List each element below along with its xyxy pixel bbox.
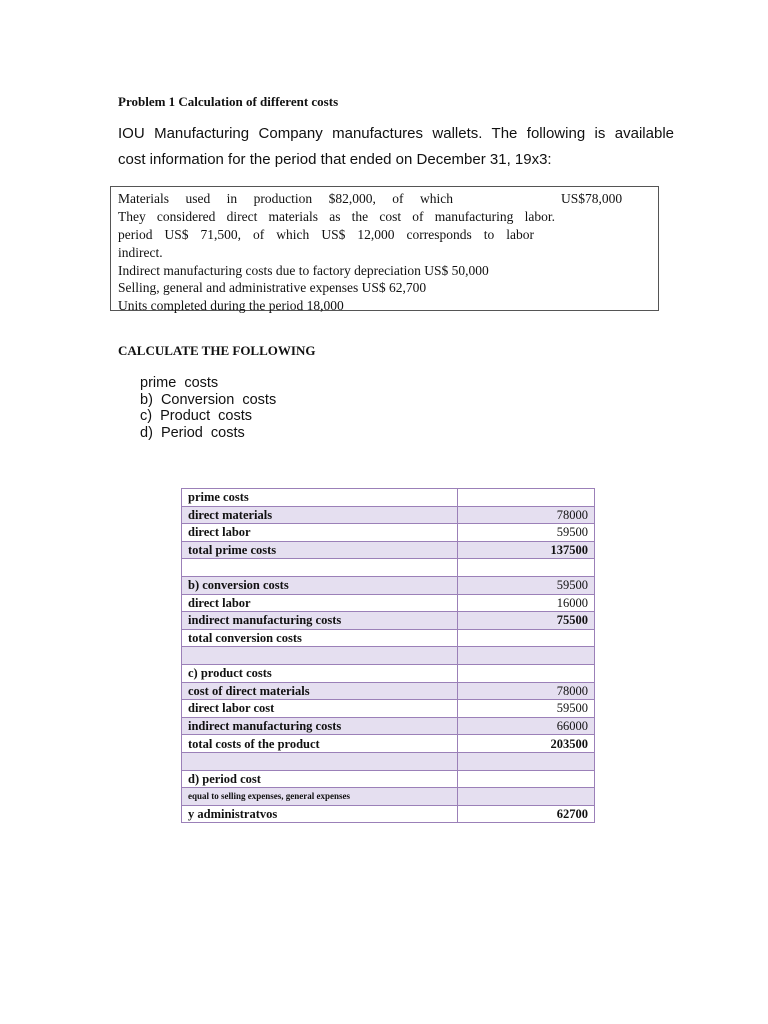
table-row: [182, 524, 595, 542]
problem-heading: Problem 1 Calculation of different costs: [118, 94, 339, 109]
table-row: [182, 770, 595, 788]
table-row: [182, 629, 595, 647]
table-row: [182, 664, 595, 682]
conversion-indirect-label: indirect manufacturing costs: [182, 612, 458, 630]
calculate-item-a: prime costs: [140, 375, 219, 391]
info-line-1: Materials used in production $82,000, of which: [118, 191, 453, 206]
product-indirect-value: 66000: [458, 717, 595, 735]
product-costs-header: c) product costs: [182, 664, 458, 682]
intro-line-2: cost information for the period that ended on December 31, 19x3:: [118, 151, 552, 168]
conversion-indirect-value: 75500: [458, 612, 595, 630]
product-total-value: 203500: [458, 735, 595, 753]
product-labor-label: direct labor cost: [182, 700, 458, 718]
table-row: [182, 752, 595, 770]
table-row: [182, 700, 595, 718]
empty-cell: [458, 559, 595, 577]
info-line-5: Indirect manufacturing costs due to factory depreciation US$ 50,000: [118, 263, 489, 278]
intro-line-1: IOU Manufacturing Company manufactures wallets. The following is available: [118, 125, 674, 142]
product-labor-value: 59500: [458, 700, 595, 718]
table-row: [182, 805, 595, 823]
table-row: [182, 594, 595, 612]
calculate-item-d: d) Period costs: [140, 425, 245, 442]
table-row: [182, 735, 595, 753]
conversion-direct-labor-label: direct labor: [182, 594, 458, 612]
empty-cell: [458, 770, 595, 788]
product-total-label: total costs of the product: [182, 735, 458, 753]
conversion-costs-header: b) conversion costs: [182, 576, 458, 594]
calculate-list: [140, 375, 276, 442]
info-line-1-amount: US$78,000: [561, 191, 623, 206]
calculate-heading: CALCULATE THE FOLLOWING: [118, 343, 316, 358]
calculate-item-b: b) Conversion costs: [140, 391, 277, 408]
info-line-4: indirect.: [118, 245, 163, 260]
table-row: [182, 682, 595, 700]
table-row: [182, 647, 595, 665]
product-materials-label: cost of direct materials: [182, 682, 458, 700]
prime-direct-labor-value: 59500: [458, 524, 595, 542]
empty-cell: [458, 664, 595, 682]
table-row: [182, 717, 595, 735]
product-indirect-label: indirect manufacturing costs: [182, 717, 458, 735]
table-row: [182, 612, 595, 630]
prime-total-label: total prime costs: [182, 541, 458, 559]
empty-cell: [182, 647, 458, 665]
prime-direct-labor-label: direct labor: [182, 524, 458, 542]
period-admin-value: 62700: [458, 805, 595, 823]
period-cost-header: d) period cost: [182, 770, 458, 788]
empty-cell: [458, 647, 595, 665]
empty-cell: [458, 629, 595, 647]
empty-cell: [458, 489, 595, 507]
table-row: [182, 541, 595, 559]
calculate-item-c: c) Product costs: [140, 408, 253, 425]
table-row: [182, 489, 595, 507]
info-line-6: Selling, general and administrative expenses US$ 62,700: [118, 280, 427, 295]
period-admin-label: y administratvos: [182, 805, 458, 823]
period-note-label: equal to selling expenses, general expenses: [182, 788, 458, 806]
conversion-total-label: total conversion costs: [182, 629, 458, 647]
empty-cell: [182, 559, 458, 577]
conversion-direct-labor-value: 16000: [458, 594, 595, 612]
conversion-header-value: 59500: [458, 576, 595, 594]
prime-total-value: 137500: [458, 541, 595, 559]
cost-calculation-table: [181, 488, 595, 823]
intro-paragraph: [118, 121, 674, 173]
product-materials-value: 78000: [458, 682, 595, 700]
empty-cell: [458, 788, 595, 806]
info-line-3: period US$ 71,500, of which US$ 12,000 corresponds to labor: [118, 227, 534, 242]
cost-information-box: [110, 186, 659, 311]
table-row: [182, 788, 595, 806]
prime-costs-header: prime costs: [182, 489, 458, 507]
table-row: [182, 506, 595, 524]
table-row: [182, 559, 595, 577]
table-row: [182, 576, 595, 594]
empty-cell: [458, 752, 595, 770]
empty-cell: [182, 752, 458, 770]
info-line-7: Units completed during the period 18,000: [118, 298, 344, 313]
info-line-2: They considered direct materials as the cost of manufacturing labor.: [118, 209, 555, 224]
prime-direct-materials-label: direct materials: [182, 506, 458, 524]
prime-direct-materials-value: 78000: [458, 506, 595, 524]
